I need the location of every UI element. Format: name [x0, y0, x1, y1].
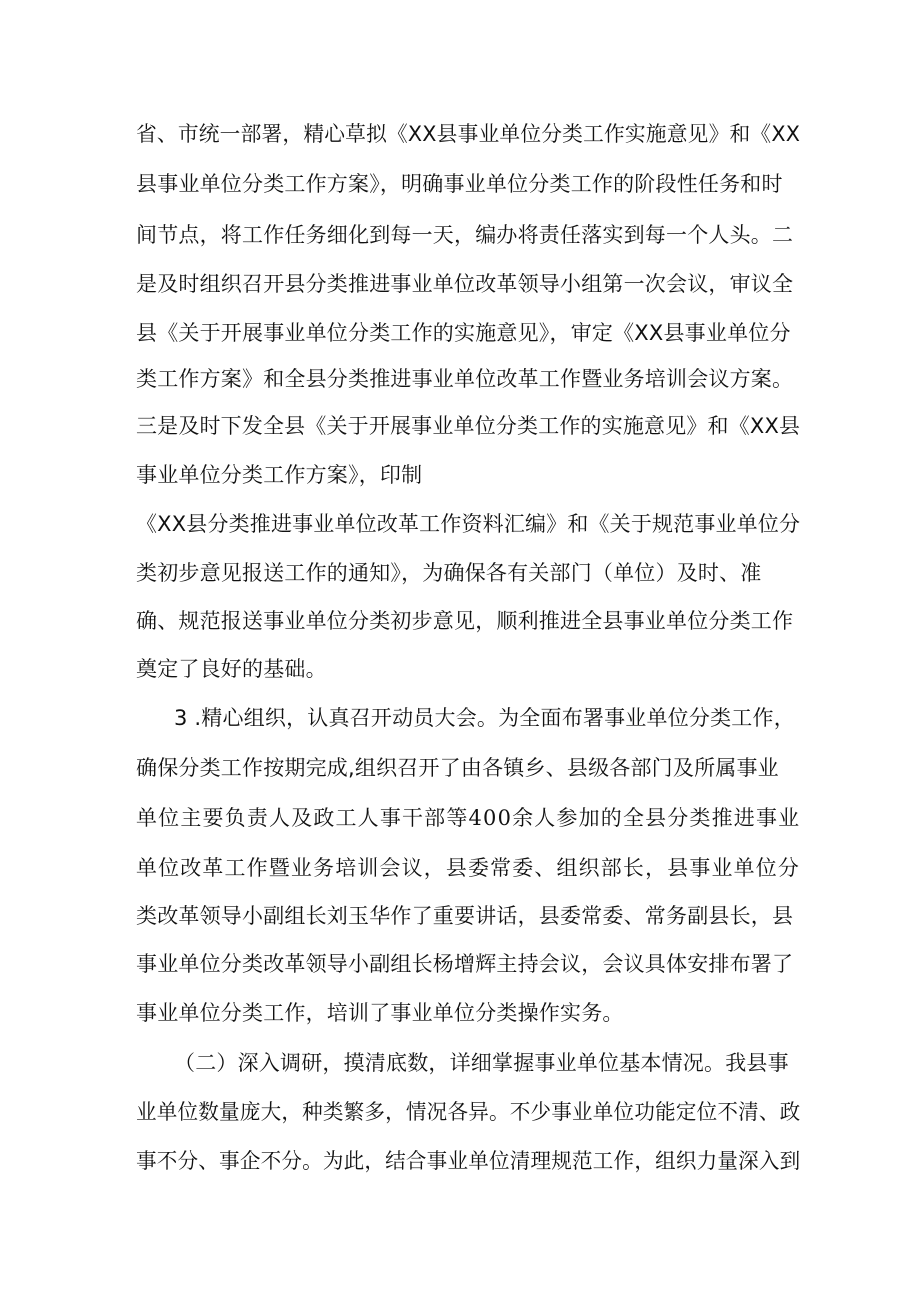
section-heading: （二）深入调研，摸清底数，详细掌握事业单位基本情况。我县事 — [174, 1051, 789, 1075]
text-line: 事不分、事企不分。为此，结合事业单位清理规范工作，组织力量深入到 — [136, 1149, 801, 1173]
text-line: 事业单位分类工作，培训了事业单位分类操作实务。 — [136, 1001, 624, 1025]
text-line: 类工作方案》和全县分类推进事业单位改革工作暨业务培训会议方案。 — [136, 367, 794, 391]
text-line: 间节点，将工作任务细化到每一天，编办将责任落实到每一个人头。二 — [136, 223, 794, 247]
section-heading: 3 .精心组织，认真召开动员大会。为全面布署事业单位分类工作， — [174, 706, 795, 730]
text-line: 是及时组织召开县分类推进事业单位改革领导小组第一次会议，审议全 — [136, 272, 794, 296]
text-line: 省、市统一部署，精心草拟《XX县事业单位分类工作实施意见》和《XX — [136, 122, 801, 146]
text-line: 县《关于开展事业单位分类工作的实施意见》，审定《XX县事业单位分 — [136, 321, 791, 345]
text-line: 类初步意见报送工作的通知》，为确保各有关部门（单位）及时、准 — [136, 561, 762, 585]
text-line: 单位主要负责人及政工人事干部等400余人参加的全县分类推进事业 — [136, 806, 801, 830]
text-line: 确保分类工作按期完成,组织召开了由各镇乡、县级各部门及所属事业 — [136, 756, 779, 780]
text-line: 三是及时下发全县《关于开展事业单位分类工作的实施意见》和《XX县 — [136, 414, 801, 438]
text-line: 县事业单位分类工作方案》，明确事业单位分类工作的阶段性任务和时 — [136, 172, 783, 196]
text-line: 事业单位分类工作方案》，印制 — [136, 463, 423, 487]
text-line: 奠定了良好的基础。 — [136, 657, 327, 681]
text-line: 类改革领导小副组长刘玉华作了重要讲话，县委常委、常务副县长，县 — [136, 904, 794, 928]
text-line: 事业单位分类改革领导小副组长杨增辉主持会议，会议具体安排布署了 — [136, 952, 794, 976]
text-line: 单位改革工作暨业务培训会议，县委常委、组织部长，县事业单位分 — [136, 856, 801, 880]
text-line: 业单位数量庞大，种类繁多，情况各异。不少事业单位功能定位不清、政 — [136, 1100, 801, 1124]
text-line: 《XX县分类推进事业单位改革工作资料汇编》和《关于规范事业单位分 — [136, 512, 801, 536]
text-line: 确、规范报送事业单位分类初步意见，顺利推进全县事业单位分类工作 — [136, 609, 794, 633]
